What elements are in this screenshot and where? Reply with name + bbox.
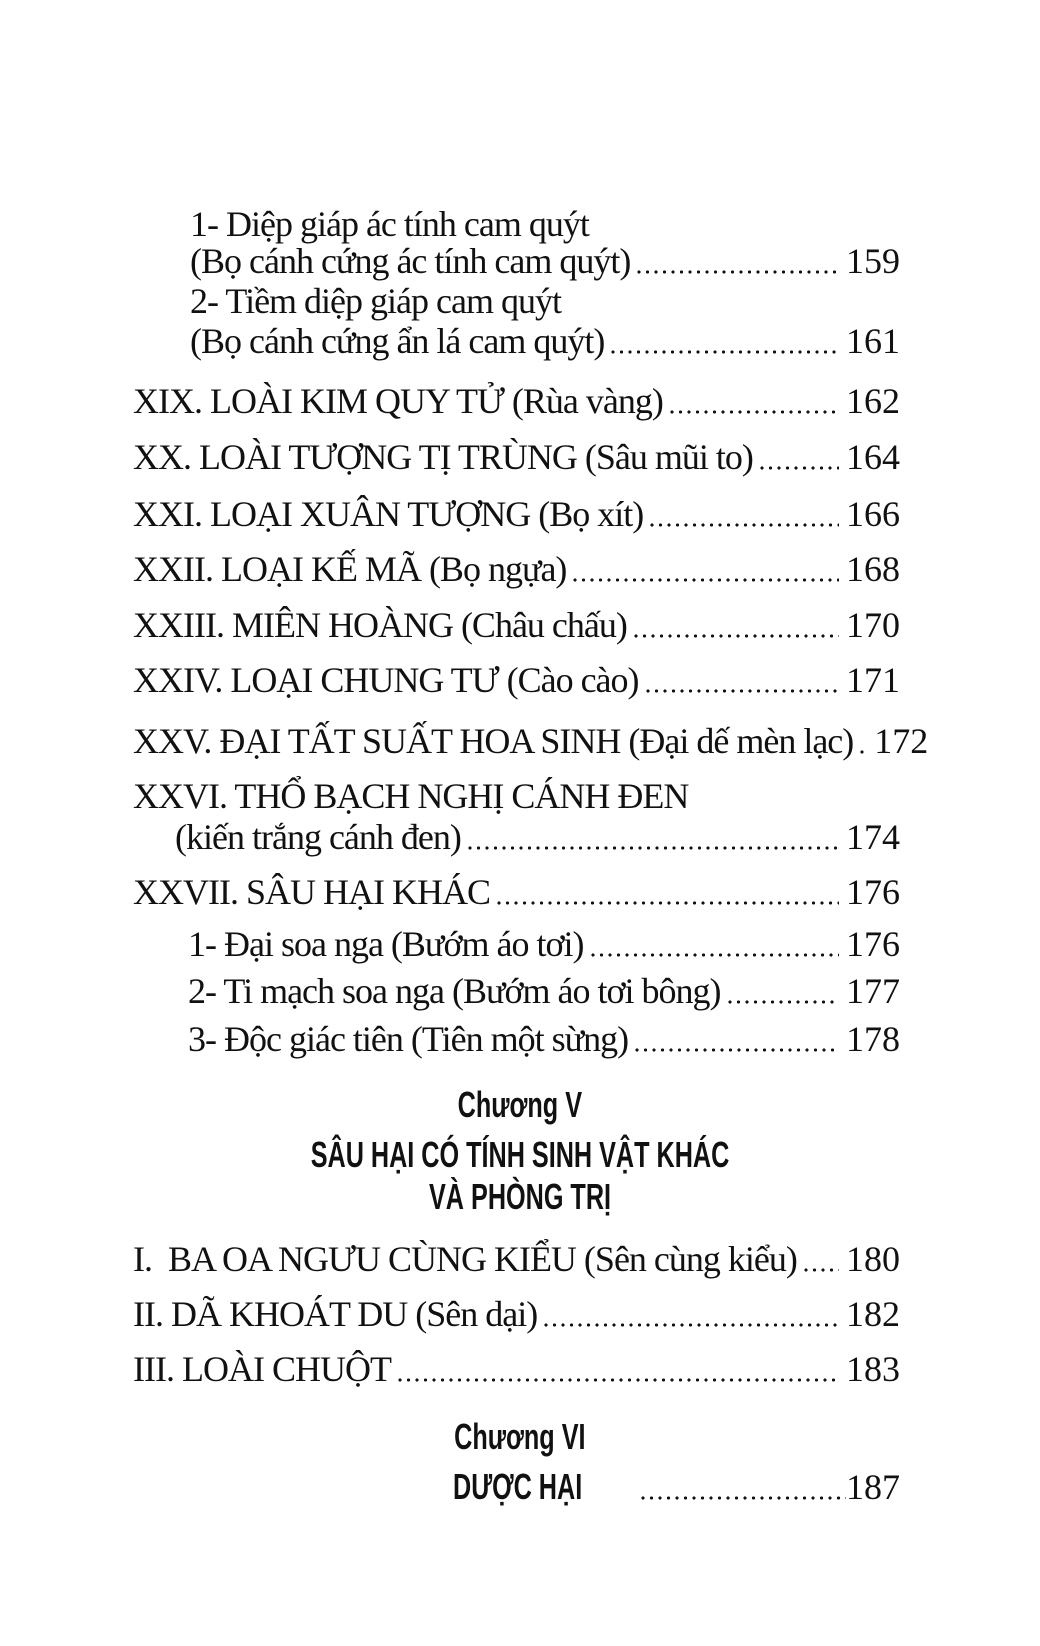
- toc-entry: [190, 241, 900, 281]
- toc-entry-page: 182: [846, 1294, 900, 1334]
- dot-leader: [610, 349, 839, 355]
- dot-leader: [669, 409, 839, 415]
- toc-entry-page: 171: [846, 660, 900, 700]
- chapter-title-line1: SÂU HẠI CÓ TÍNH SINH VẬT KHÁC: [310, 1134, 730, 1175]
- toc-entry-page: 166: [846, 494, 900, 534]
- toc-entry-page: 159: [846, 241, 900, 281]
- toc-entry-label: XXVII. SÂU HẠI KHÁC: [133, 872, 490, 912]
- toc-entry-page: 164: [846, 437, 900, 477]
- toc-entry: [133, 1349, 900, 1389]
- toc-entry: [133, 494, 900, 534]
- toc-entry: [188, 971, 900, 1011]
- toc-entry-page: 176: [846, 924, 900, 964]
- toc-entry-page: 174: [846, 817, 900, 857]
- dot-leader: [649, 522, 839, 528]
- toc-entry-label: XXIII. MIÊN HOÀNG (Châu chấu): [133, 605, 627, 645]
- toc-entry-label: 1- Diệp giáp ác tính cam quýt: [190, 204, 589, 244]
- toc-entry: [190, 204, 589, 244]
- toc-entry-label: XIX. LOÀI KIM QUY TỬ (Rùa vàng): [133, 381, 663, 421]
- toc-entry-label: III. LOÀI CHUỘT: [133, 1349, 391, 1389]
- dot-leader: [859, 749, 867, 755]
- dot-leader: [759, 465, 839, 471]
- toc-entry-label: XXII. LOẠI KẾ MÃ (Bọ ngựa): [133, 549, 567, 589]
- toc-entry-label: XXV. ĐẠI TẤT SUẤT HOA SINH (Đại dế mèn lạc): [133, 721, 854, 761]
- toc-entry-label: I. BA OA NGƯU CÙNG KIỂU (Sên cùng kiểu): [133, 1239, 797, 1279]
- dot-leader: [634, 1047, 839, 1053]
- dot-leader: [636, 269, 839, 275]
- toc-entry-label: 2- Tiềm diệp giáp cam quýt: [190, 281, 561, 321]
- toc-entry-page: 178: [846, 1019, 900, 1059]
- toc-entry-label: (Bọ cánh cứng ẩn lá cam quýt): [190, 321, 605, 361]
- toc-entry: [190, 281, 561, 321]
- toc-entry: [188, 924, 900, 964]
- dot-leader: [572, 577, 839, 583]
- chapter-title: [0, 1177, 1040, 1217]
- toc-entry-label: XXVI. THỔ BẠCH NGHỊ CÁNH ĐEN: [133, 776, 689, 816]
- toc-entry: [133, 872, 900, 912]
- toc-entry-page: 176: [846, 872, 900, 912]
- toc-entry: [133, 381, 900, 421]
- chapter-kicker: [0, 1417, 1040, 1457]
- toc-entry-page: 183: [846, 1349, 900, 1389]
- toc-entry: [133, 776, 688, 816]
- chapter-title-wrap: [453, 1467, 638, 1507]
- toc-entry-page: 162: [846, 381, 900, 421]
- toc-entry-label: XXI. LOẠI XUÂN TƯỢNG (Bọ xít): [133, 494, 644, 534]
- toc-entry: [175, 817, 900, 857]
- toc-entry-label: XXIV. LOẠI CHUNG TƯ (Cào cào): [133, 660, 639, 700]
- chapter-title-entry: [453, 1467, 900, 1507]
- chapter-kicker-text: Chương VI: [454, 1416, 586, 1457]
- toc-entry: [133, 605, 900, 645]
- toc-entry-page: 161: [846, 321, 900, 361]
- toc-entry-label: XX. LOÀI TƯỢNG TỊ TRÙNG (Sâu mũi to): [133, 437, 753, 477]
- toc-entry-label: (kiến trắng cánh đen): [175, 817, 461, 857]
- chapter-kicker-text: Chương V: [457, 1084, 583, 1125]
- dot-leader: [467, 845, 839, 851]
- toc-entry: [188, 1019, 900, 1059]
- toc-entry: [190, 321, 900, 361]
- toc-entry-page: 168: [846, 549, 900, 589]
- dot-leader: [496, 900, 839, 906]
- chapter-kicker: [0, 1085, 1040, 1125]
- dot-leader: [645, 688, 839, 694]
- toc-entry: [133, 1294, 900, 1334]
- dot-leader: [727, 999, 839, 1005]
- toc-entry-label: (Bọ cánh cứng ác tính cam quýt): [190, 241, 631, 281]
- toc-entry: [133, 549, 900, 589]
- dot-leader: [543, 1322, 839, 1328]
- toc-entry-page: 180: [846, 1239, 900, 1279]
- dot-leader: [803, 1267, 839, 1273]
- toc-entry-page: 170: [846, 605, 900, 645]
- chapter-title-line2: VÀ PHÒNG TRỊ: [428, 1176, 611, 1217]
- dot-leader: [633, 633, 839, 639]
- toc-entry-label: II. DÃ KHOÁT DU (Sên dại): [133, 1294, 538, 1334]
- toc-entry: [133, 437, 900, 477]
- toc-entry-label: 3- Độc giác tiên (Tiên một sừng): [188, 1019, 629, 1059]
- toc-entry: [133, 721, 929, 761]
- chapter-title: [0, 1135, 1040, 1175]
- toc-entry: [133, 660, 900, 700]
- dot-leader: [397, 1377, 839, 1383]
- dot-leader: [640, 1495, 846, 1501]
- toc-entry-label: 2- Ti mạch soa nga (Bướm áo tơi bông): [188, 971, 721, 1011]
- toc-entry: [133, 1239, 900, 1279]
- chapter-title-page: 187: [846, 1467, 900, 1507]
- toc-entry-page: 177: [846, 971, 900, 1011]
- dot-leader: [590, 952, 840, 958]
- chapter-title-text: DƯỢC HẠI: [453, 1466, 583, 1507]
- toc-entry-page: 172: [874, 721, 929, 761]
- toc-entry-label: 1- Đại soa nga (Bướm áo tơi): [188, 924, 584, 964]
